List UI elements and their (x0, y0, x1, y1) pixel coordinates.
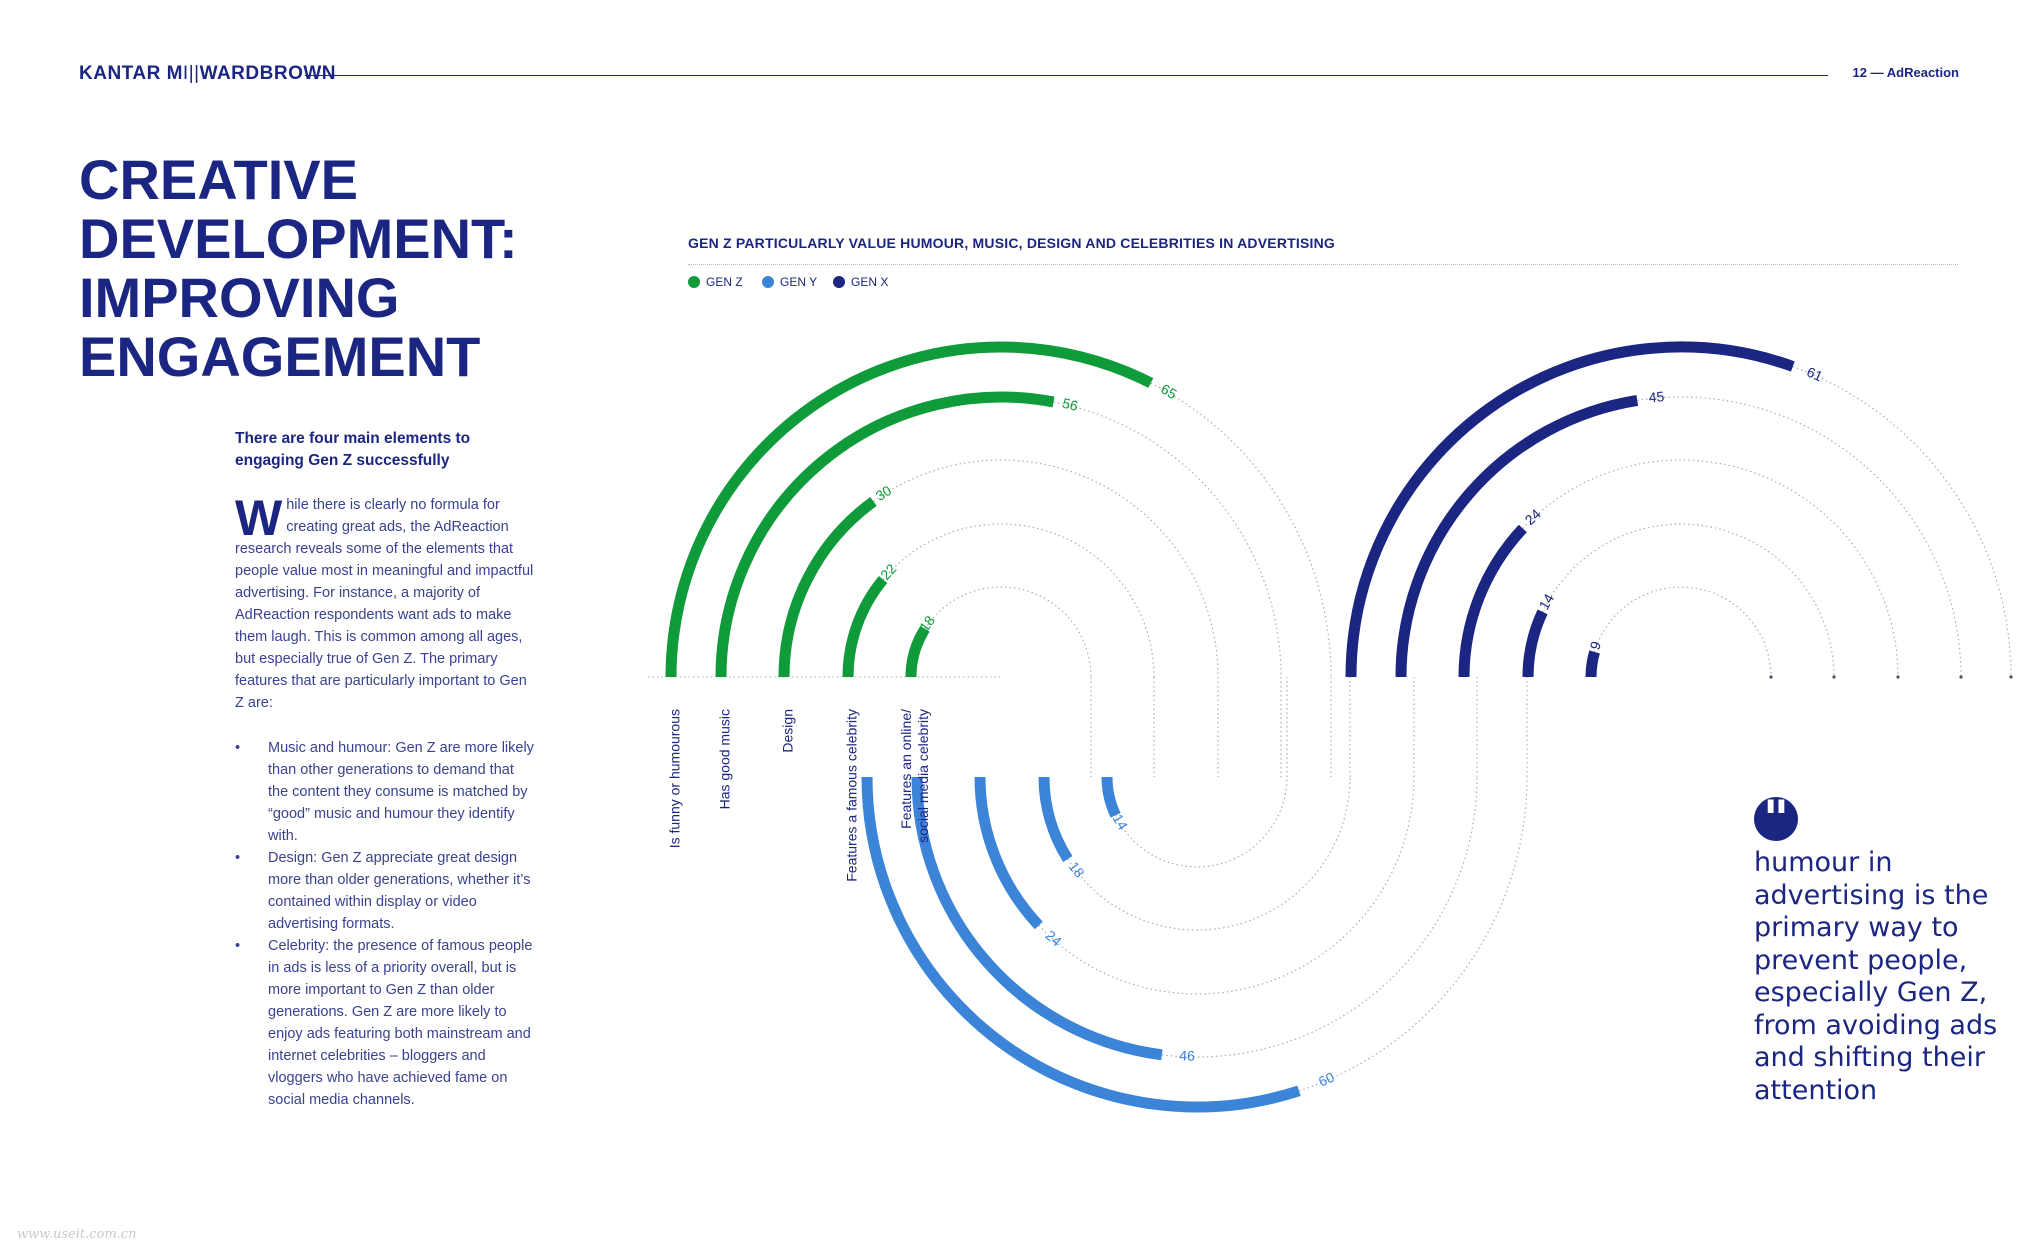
gen-x-bar (1351, 347, 1793, 677)
gen-x-bar (1591, 652, 1595, 677)
legend-label: GEN X (851, 275, 889, 289)
track-end-dot (2009, 675, 2012, 678)
gen-y-track (1162, 777, 1477, 1057)
gen-z-track (874, 460, 1219, 677)
gen-x-value-label: 61 (1804, 363, 1826, 385)
legend-label: GEN Z (706, 275, 743, 289)
gen-x-value-label: 45 (1648, 388, 1665, 406)
gen-z-bar (784, 501, 874, 677)
gen-x-value-label: 14 (1535, 590, 1558, 613)
list-item: • Music and humour: Gen Z are more likely than other generations to demand that the content they consume is matched by “good” music and humour they identify with. (235, 737, 535, 847)
category-label: Design (779, 709, 796, 753)
gen-y-value-label: 18 (1065, 858, 1088, 881)
gen-x-bar (1528, 612, 1543, 677)
category-label: Is funny or humourous (666, 709, 683, 849)
gen-z-track (1151, 380, 1331, 677)
gen-z-value-label: 65 (1158, 380, 1180, 403)
page-number: 12 (1852, 65, 1867, 80)
gen-x-track (1793, 367, 2011, 678)
gen-z-track (1054, 402, 1282, 677)
gen-y-value-label: 14 (1109, 811, 1132, 833)
drop-cap: W (235, 490, 283, 546)
gen-y-track (1039, 777, 1414, 994)
quote-icon: " (1754, 797, 1798, 841)
gen-z-value-label: 30 (872, 482, 895, 504)
gen-z-value-label: 22 (877, 560, 900, 583)
gen-y-bar (1044, 777, 1068, 859)
track-end-dot (1896, 675, 1899, 678)
gen-y-bar (980, 777, 1039, 926)
gen-x-track (1523, 460, 1898, 677)
list-item: • Design: Gen Z appreciate great design more than older generations, whether it’s contained within display or video advertising formats. (235, 847, 535, 935)
pull-quote: humour in advertising is the primary way to prevent people, especially Gen Z, from avoiding ads and shifting their attention (1754, 847, 1998, 1106)
publication-name: AdReaction (1886, 65, 1959, 80)
category-label: Features a famous celebrity (843, 709, 860, 882)
track-end-dot (1959, 675, 1962, 678)
gen-z-bar (848, 580, 883, 678)
gen-z-track (883, 524, 1154, 677)
category-label: social media celebrity (915, 709, 932, 843)
gen-z-value-label: 56 (1060, 394, 1080, 415)
gen-z-track (925, 587, 1091, 677)
gen-z-value-label: 18 (915, 612, 938, 635)
gen-x-value-label: 9 (1586, 639, 1605, 652)
gen-y-track (1116, 777, 1287, 867)
gen-y-value-label: 60 (1315, 1068, 1337, 1090)
legend-label: GEN Y (780, 275, 818, 289)
category-label: Features an online/ (898, 709, 915, 829)
watermark: www.useit.com.cn (17, 1227, 137, 1242)
body-paragraph: While there is clearly no formula for creating great ads, the AdReaction research reveals some of the elements that people value most in meaningful and impactful advertising. For instance, a majority of AdReaction respondents want ads to make them laugh. This is common among all ages, but especially true of Gen Z. The primary features that are particularly important to Gen Z are: (235, 490, 534, 711)
gen-x-track (1543, 524, 1834, 677)
gen-z-bar (911, 629, 925, 677)
page-title: CREATIVE DEVELOPMENT: IMPROVING ENGAGEMENT (79, 148, 518, 388)
gen-y-bar (867, 777, 1299, 1107)
gen-x-value-label: 24 (1521, 505, 1544, 529)
list-item: • Celebrity: the presence of famous people in ads is less of a priority overall, but is more important to Gen Z than older generations. Gen Z are more likely to enjoy ads featuring both mainstream and internet celebrities – bloggers and vloggers who have achieved fame on social media channels. (235, 935, 535, 1111)
kantar-millward-brown-logo: KANTAR MI||WARDBROWN (79, 63, 337, 84)
gen-x-track (1595, 587, 1771, 677)
intro-text: There are four main elements to engaging Gen Z successfully (235, 430, 471, 469)
chart-title: GEN Z PARTICULARLY VALUE HUMOUR, MUSIC, DESIGN AND CELEBRITIES IN ADVERTISING (688, 235, 1335, 251)
page-info: 12 — AdReaction (1852, 65, 1959, 80)
category-label: Has good music (716, 709, 733, 810)
gen-y-track (1299, 777, 1527, 1091)
gen-x-track (1637, 397, 1961, 677)
gen-z-bar (671, 347, 1151, 677)
gen-y-value-label: 46 (1178, 1047, 1196, 1064)
gen-y-bar (1107, 777, 1116, 815)
track-end-dot (1769, 675, 1772, 678)
gen-y-value-label: 24 (1042, 927, 1065, 950)
gen-x-bar (1464, 529, 1523, 678)
track-end-dot (1832, 675, 1835, 678)
